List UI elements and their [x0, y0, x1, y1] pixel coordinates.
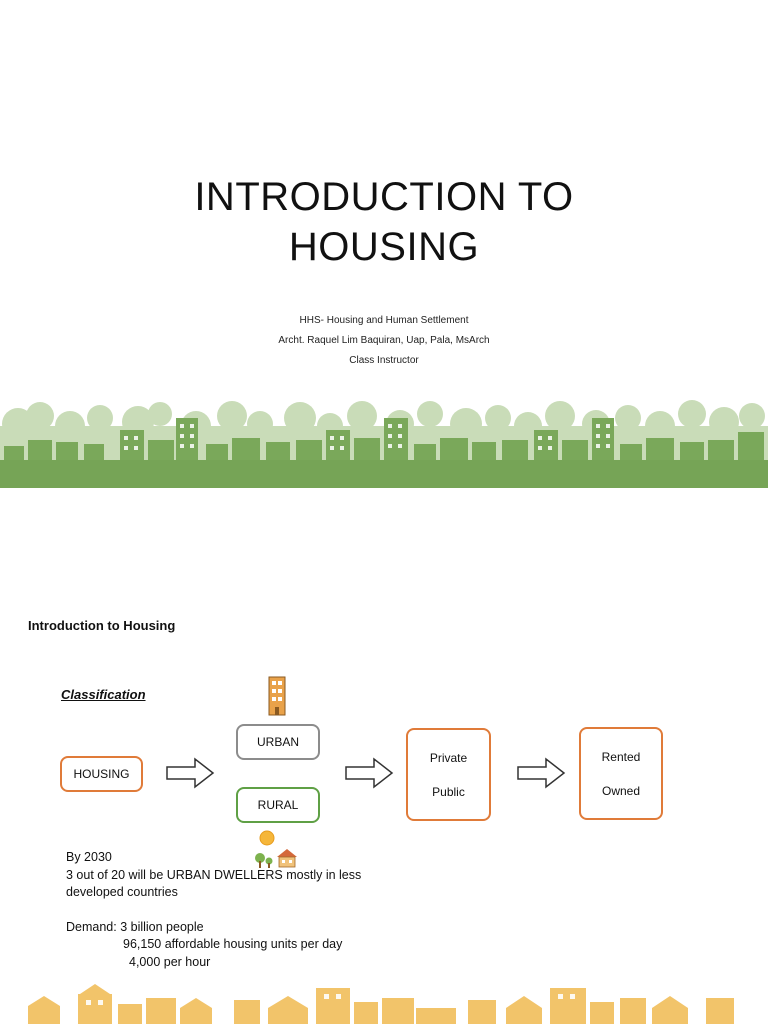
yellow-houses-illustration — [0, 978, 768, 1024]
stat-units-per-hour: 4,000 per hour — [129, 954, 211, 969]
housing-label: HOUSING — [73, 767, 130, 781]
rented-label: Rented — [601, 749, 641, 764]
ownership-sector-box — [406, 728, 491, 821]
urban-box — [236, 724, 320, 760]
public-label: Public — [432, 784, 465, 799]
stat-year: By 2030 — [66, 850, 112, 864]
slide-title — [0, 172, 768, 272]
green-ground-band — [0, 460, 768, 488]
stat-demand: Demand: 3 billion people — [66, 919, 204, 934]
slide-heading: Introduction to Housing — [28, 618, 176, 633]
instructor-role: Class Instructor — [349, 355, 419, 366]
tenure-box — [579, 727, 663, 820]
rural-label: RURAL — [257, 798, 299, 812]
housing-box — [60, 756, 143, 792]
instructor-name: Archt. Raquel Lim Baquiran, Uap, Pala, MsArch — [278, 335, 490, 346]
stat-developed-countries: developed countries — [66, 885, 178, 899]
slide-subtitle — [0, 311, 768, 371]
private-label: Private — [429, 750, 468, 765]
course-name: HHS- Housing and Human Settlement — [299, 315, 469, 326]
sun-icon — [258, 829, 276, 847]
building-icon — [267, 675, 287, 717]
arrow-right-icon — [344, 757, 394, 789]
classification-slide — [0, 512, 768, 1024]
housing-statistics — [66, 849, 361, 971]
title-line-2: HOUSING — [288, 225, 480, 269]
arrow-right-icon — [165, 757, 215, 789]
urban-label: URBAN — [256, 735, 299, 749]
classification-label: Classification — [61, 687, 146, 702]
owned-label: Owned — [601, 783, 641, 798]
stat-units-per-day: 96,150 affordable housing units per day — [123, 937, 343, 951]
title-line-1: INTRODUCTION TO — [194, 175, 574, 219]
rural-box — [236, 787, 320, 823]
stat-urban-dwellers: 3 out of 20 will be URBAN DWELLERS mostly in less — [66, 867, 362, 882]
arrow-right-icon — [516, 757, 566, 789]
